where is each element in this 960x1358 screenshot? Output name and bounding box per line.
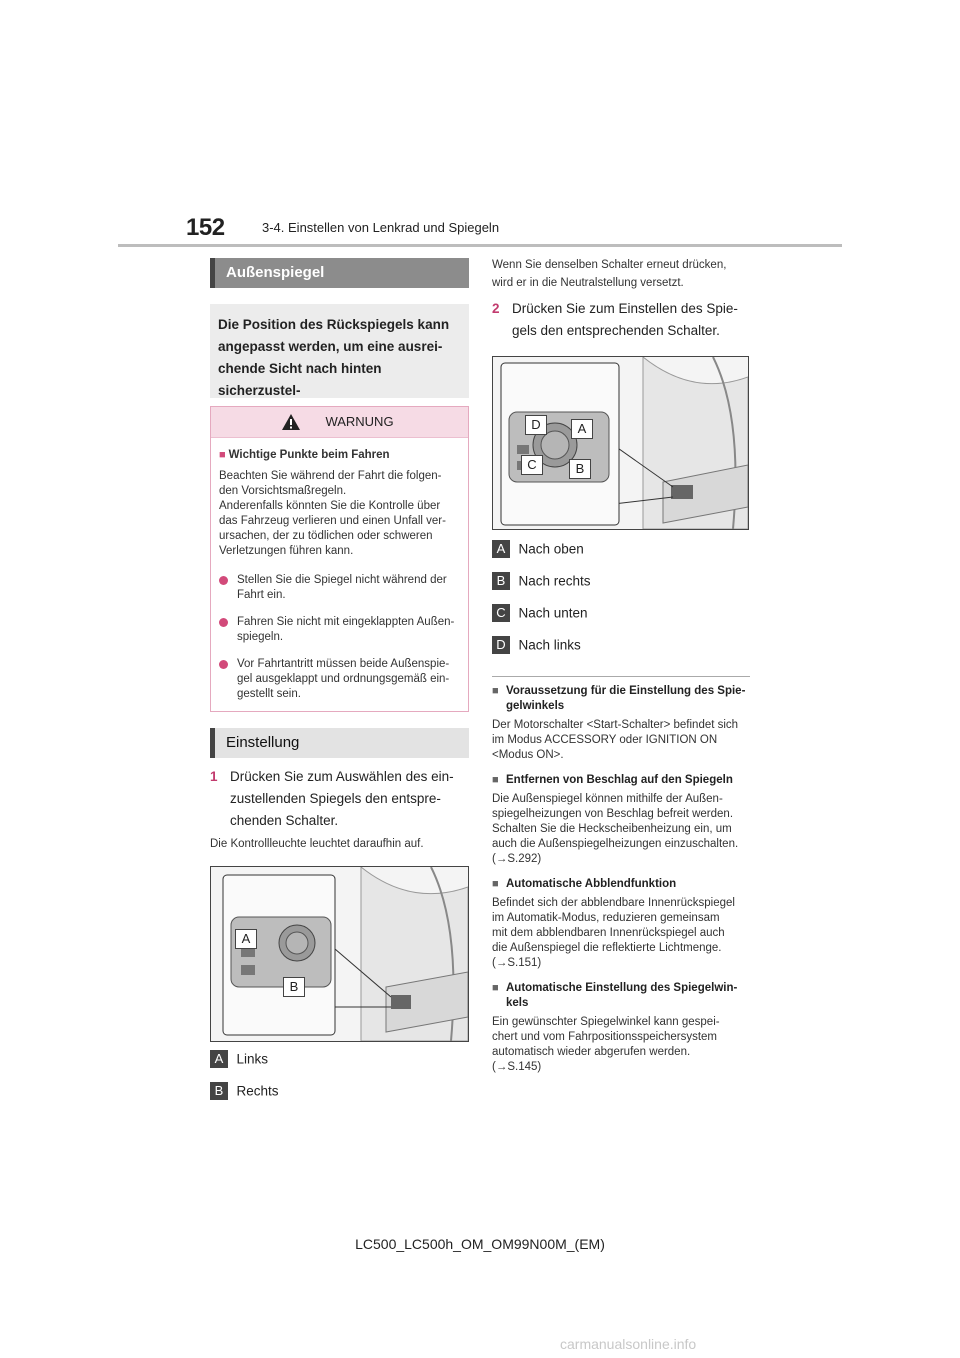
figure-label: A	[571, 419, 593, 439]
notes-divider	[492, 676, 750, 677]
note-body: Der Motorschalter <Start-Schalter> befindet sich im Modus ACCESSORY oder IGNITION ON <Modus ON>.	[492, 719, 739, 761]
legend-letter: B	[210, 1082, 228, 1100]
warning-title: WARNUNG	[325, 414, 394, 429]
heading-einstellung: Einstellung	[210, 728, 469, 758]
square-bullet-icon: ■	[219, 449, 226, 461]
warning-bullet: Vor Fahrtantritt müssen beide Außenspie- gel ausgeklappt und ordnungsgemäß ein- gestellt sein.	[219, 657, 458, 702]
indicator-note: Die Kontrollleuchte leuchtet daraufhin auf.	[210, 838, 424, 850]
legend-item	[492, 604, 588, 626]
note-body: Die Außenspiegel können mithilfe der Außen- spiegelheizungen von Beschlag befreit werden. Schalten Sie die Heckscheibenheizung ein, um auch die Außenspiegelheizungen einzuschalten. (→S.292)	[492, 793, 739, 865]
figure-label: C	[521, 455, 543, 475]
page-number: 152	[186, 214, 225, 241]
legend-item	[492, 636, 581, 658]
figure-label: B	[569, 459, 591, 479]
mirror-adjust-drawing	[493, 357, 748, 529]
mirror-switch-drawing	[211, 867, 468, 1041]
figure-label: A	[235, 929, 257, 949]
legend-item	[210, 1050, 268, 1072]
warning-body	[211, 438, 468, 710]
intro-line: angepasst werden, um eine ausrei-	[218, 339, 443, 354]
warning-text-line: ursachen, der zu tödlichen oder schweren	[219, 530, 433, 542]
section-title: 3-4. Einstellen von Lenkrad und Spiegeln	[262, 220, 500, 235]
warning-header	[211, 407, 468, 438]
square-bullet-icon: ■	[492, 982, 499, 994]
square-bullet-icon: ■	[492, 878, 499, 890]
legend-text: Links	[236, 1051, 268, 1067]
legend-text: Nach unten	[518, 605, 588, 621]
intro-line: Die Position des Rückspiegels kann	[218, 317, 450, 332]
warning-box	[210, 406, 469, 712]
legend-letter: D	[492, 636, 510, 654]
watermark: carmanualsonline.info	[560, 1336, 697, 1352]
legend-text: Nach oben	[518, 541, 584, 557]
step-number: 1	[210, 769, 218, 784]
figure-label: B	[283, 977, 305, 997]
heading-aussenspiegel: Außenspiegel	[210, 258, 469, 288]
legend-text: Nach rechts	[518, 573, 591, 589]
step-2: 2 Drücken Sie zum Einstellen des Spie- gels den entsprechenden Schalter.	[492, 298, 754, 342]
neutral-note: Wenn Sie denselben Schalter erneut drücken, wird er in die Neutralstellung versetzt.	[492, 259, 727, 289]
legend-letter: C	[492, 604, 510, 622]
warning-text-line: das Fahrzeug verlieren und einen Unfall ver-	[219, 515, 446, 527]
note-body: Befindet sich der abblendbare Innenrückspiegel im Automatik-Modus, reduzieren gemeinsam mit dem abblendbaren Innenrückspiegel auch die Außenspiegel die reflektierte Lichtmenge. (→S.151)	[492, 897, 735, 969]
intro-box	[210, 304, 469, 398]
bullet-dot-icon	[219, 660, 228, 669]
document-code: LC500_LC500h_OM_OM99N00M_(EM)	[355, 1236, 605, 1252]
legend-item	[492, 572, 590, 594]
warning-text-line: Anderenfalls könnten Sie die Kontrolle über	[219, 500, 441, 512]
note-heading: ■ Voraussetzung für die Einstellung des Spie- gelwinkels	[492, 685, 746, 712]
notes-section	[492, 684, 754, 1075]
warning-text	[219, 469, 458, 559]
legend-letter: A	[492, 540, 510, 558]
mirror-adjust-illustration	[492, 356, 749, 530]
step-1: 1 Drücken Sie zum Auswählen des ein- zustellenden Spiegels den entspre- chenden Schalter.	[210, 766, 470, 832]
warning-text-line: Beachten Sie während der Fahrt die folgen-	[219, 470, 442, 482]
warning-subheading: ■ Wichtige Punkte beim Fahren	[219, 449, 390, 461]
legend-item	[492, 540, 584, 562]
warning-bullet: Stellen Sie die Spiegel nicht während der Fahrt ein.	[219, 573, 458, 603]
note-heading: ■ Entfernen von Beschlag auf den Spiegeln	[492, 774, 733, 786]
legend-letter: A	[210, 1050, 228, 1068]
legend-text: Nach links	[518, 637, 581, 653]
header-divider	[118, 244, 842, 247]
warning-bullet: Fahren Sie nicht mit eingeklappten Außen- spiegeln.	[219, 615, 458, 645]
note-heading: ■ Automatische Abblendfunktion	[492, 878, 677, 890]
bullet-dot-icon	[219, 576, 228, 585]
legend-letter: B	[492, 572, 510, 590]
note-body: Ein gewünschter Spiegelwinkel kann gespei- chert und vom Fahrpositionsspeichersystem automatisch wieder abgerufen werden. (→S.145)	[492, 1016, 720, 1073]
legend-text: Rechts	[236, 1083, 279, 1099]
mirror-select-illustration	[210, 866, 469, 1042]
intro-line: chende Sicht nach hinten sicherzustel-	[218, 361, 382, 398]
warning-text-line: den Vorsichtsmaßregeln.	[219, 485, 347, 497]
note-heading: ■ Automatische Einstellung des Spiegelwin- kels	[492, 982, 738, 1009]
step-number: 2	[492, 301, 500, 316]
legend-item	[210, 1082, 278, 1104]
square-bullet-icon: ■	[492, 685, 499, 697]
warning-text-line: Verletzungen führen kann.	[219, 545, 354, 557]
square-bullet-icon: ■	[492, 774, 499, 786]
bullet-dot-icon	[219, 618, 228, 627]
figure-label: D	[525, 415, 547, 435]
